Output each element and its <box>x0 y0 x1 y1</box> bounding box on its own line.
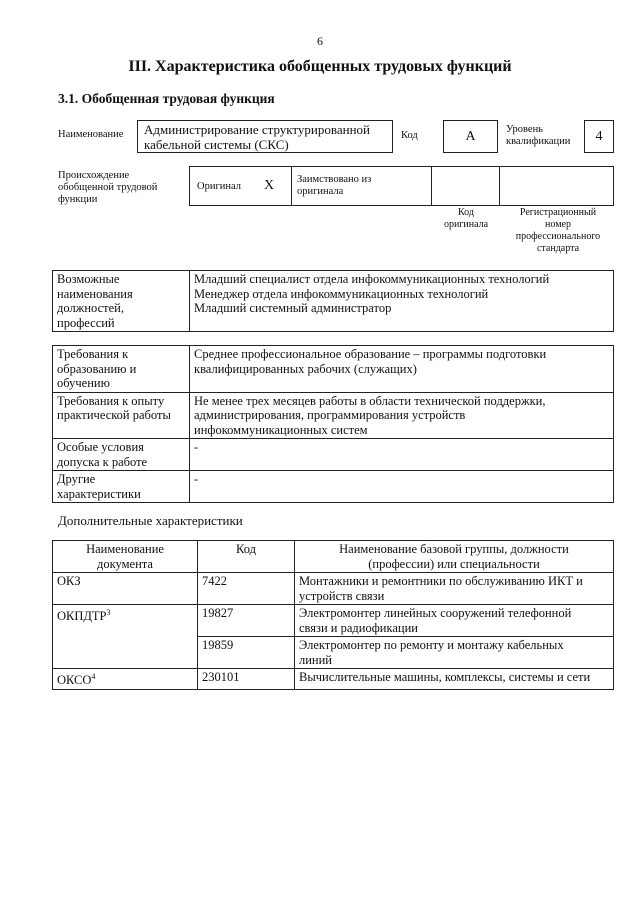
name-line: Монтажники и ремонтники по обслуживанию ИКТ и <box>299 574 583 588</box>
divider <box>291 167 292 205</box>
requirement-label <box>53 439 190 471</box>
label-line: Другие <box>57 472 96 486</box>
section-title: III. Характеристика обобщенных трудовых функций <box>128 58 512 75</box>
positions-table <box>52 270 614 332</box>
level-label-line1: Уровень <box>506 124 543 135</box>
requirement-value <box>190 439 614 471</box>
table-row <box>53 392 614 439</box>
table-row <box>53 439 614 471</box>
label-line: Особые условия <box>57 440 144 454</box>
level-label <box>506 124 570 148</box>
value-line: инфокоммуникационных систем <box>194 422 368 437</box>
value-line: - <box>194 472 199 486</box>
position-item: Менеджер отдела инфокоммуникационных технологий <box>194 286 489 301</box>
code-cell: 230101 <box>198 669 295 690</box>
requirements-table <box>52 345 614 503</box>
divider <box>499 167 500 205</box>
label-line: образованию и <box>57 361 137 376</box>
footnote-mark: 3 <box>106 608 111 617</box>
reg-line1: Регистрационный <box>519 207 597 218</box>
doc-name: ОКЗ <box>57 574 81 588</box>
origin-box <box>189 166 614 206</box>
value-line: администрирования, программирования устройств <box>194 408 466 422</box>
header-line: Наименование базовой группы, должности <box>339 542 569 556</box>
function-name-line2: кабельной системы (СКС) <box>144 137 289 152</box>
requirement-value <box>190 346 614 393</box>
table-row <box>53 669 614 690</box>
name-cell <box>295 573 614 605</box>
page-number: 6 <box>317 34 323 48</box>
positions-label-line4: профессий <box>57 315 115 330</box>
reg-line2: номер <box>545 219 571 230</box>
label-line: Требования к опыту <box>57 393 165 408</box>
requirement-label <box>53 346 190 393</box>
doc-cell <box>53 573 198 605</box>
reg-number-caption <box>503 207 613 255</box>
position-item: Младший системный администратор <box>194 301 392 315</box>
function-name-box <box>137 120 393 153</box>
requirement-value <box>190 471 614 503</box>
borrowed-label <box>297 174 371 198</box>
original-mark: X <box>264 178 275 193</box>
code-original-caption <box>434 207 498 231</box>
name-line: связи и радиофикации <box>299 620 418 635</box>
doc-cell <box>53 669 198 690</box>
positions-label-line3: должностей, <box>57 301 124 315</box>
value-line: квалифицированных рабочих (служащих) <box>194 361 417 376</box>
name-cell <box>295 605 614 637</box>
origin-label <box>58 170 157 206</box>
requirement-value <box>190 392 614 439</box>
name-line: Электромонтер по ремонту и монтажу кабельных <box>299 638 564 652</box>
table-row <box>53 471 614 503</box>
footnote-mark: 4 <box>91 672 96 681</box>
label-line: Требования к <box>57 347 129 361</box>
origin-label-line1: Происхождение <box>58 170 130 181</box>
value-line: - <box>194 440 199 454</box>
name-line: устройств связи <box>299 588 385 603</box>
requirement-label <box>53 471 190 503</box>
header-line: (профессии) или специальности <box>368 556 540 571</box>
table-row <box>53 605 614 637</box>
borrowed-line2: оригинала <box>297 186 344 197</box>
positions-values <box>190 271 614 332</box>
column-header-name <box>295 541 614 573</box>
name-label: Наименование <box>58 129 124 140</box>
doc-name: ОКСО <box>57 673 92 688</box>
label-line: допуска к работе <box>57 454 148 469</box>
value-line: Среднее профессиональное образование – программы подготовки <box>194 347 547 361</box>
doc-name: ОКПДТР <box>57 609 107 624</box>
level-value: 4 <box>584 120 614 153</box>
value-line: Не менее трех месяцев работы в области технической поддержки, <box>194 393 546 408</box>
code-original-line2: оригинала <box>443 219 489 230</box>
reg-line4: стандарта <box>536 243 580 254</box>
column-header-document <box>53 541 198 573</box>
label-line: обучению <box>57 376 110 390</box>
code-cell: 19859 <box>198 637 295 669</box>
header-line: документа <box>97 556 153 571</box>
subsection-title: 3.1. Обобщенная трудовая функция <box>58 91 275 106</box>
origin-label-line3: функции <box>58 194 98 205</box>
name-cell <box>295 637 614 669</box>
header-line: Наименование <box>86 542 164 556</box>
table-row <box>53 573 614 605</box>
code-label: Код <box>401 130 418 141</box>
positions-label <box>53 271 190 332</box>
function-name-line1: Администрирование структурированной <box>144 122 370 137</box>
doc-cell <box>53 605 198 669</box>
code-original-line1: Код <box>458 207 474 218</box>
code-cell: 7422 <box>198 573 295 605</box>
name-line: линий <box>299 652 332 667</box>
column-header-code: Код <box>198 541 295 573</box>
label-line: практической работы <box>57 408 171 422</box>
additional-table <box>52 540 614 690</box>
level-label-line2: квалификации <box>506 136 571 147</box>
table-header-row <box>53 541 614 573</box>
requirement-label <box>53 392 190 439</box>
positions-label-line2: наименования <box>57 286 133 301</box>
code-value: А <box>443 120 498 153</box>
additional-heading: Дополнительные характеристики <box>58 513 243 528</box>
label-line: характеристики <box>57 486 141 501</box>
name-line: Электромонтер линейных сооружений телефонной <box>299 606 572 620</box>
divider <box>431 167 432 205</box>
code-cell: 19827 <box>198 605 295 637</box>
reg-line3: профессионального <box>515 231 601 242</box>
name-line: Вычислительные машины, комплексы, системы и сети <box>299 670 591 684</box>
origin-label-line2: обобщенной трудовой <box>58 182 158 193</box>
table-row <box>53 346 614 393</box>
original-label: Оригинал <box>197 181 241 192</box>
positions-label-line1: Возможные <box>57 272 120 286</box>
position-item: Младший специалист отдела инфокоммуникационных технологий <box>194 272 550 286</box>
name-cell <box>295 669 614 690</box>
borrowed-line1: Заимствовано из <box>297 174 372 185</box>
